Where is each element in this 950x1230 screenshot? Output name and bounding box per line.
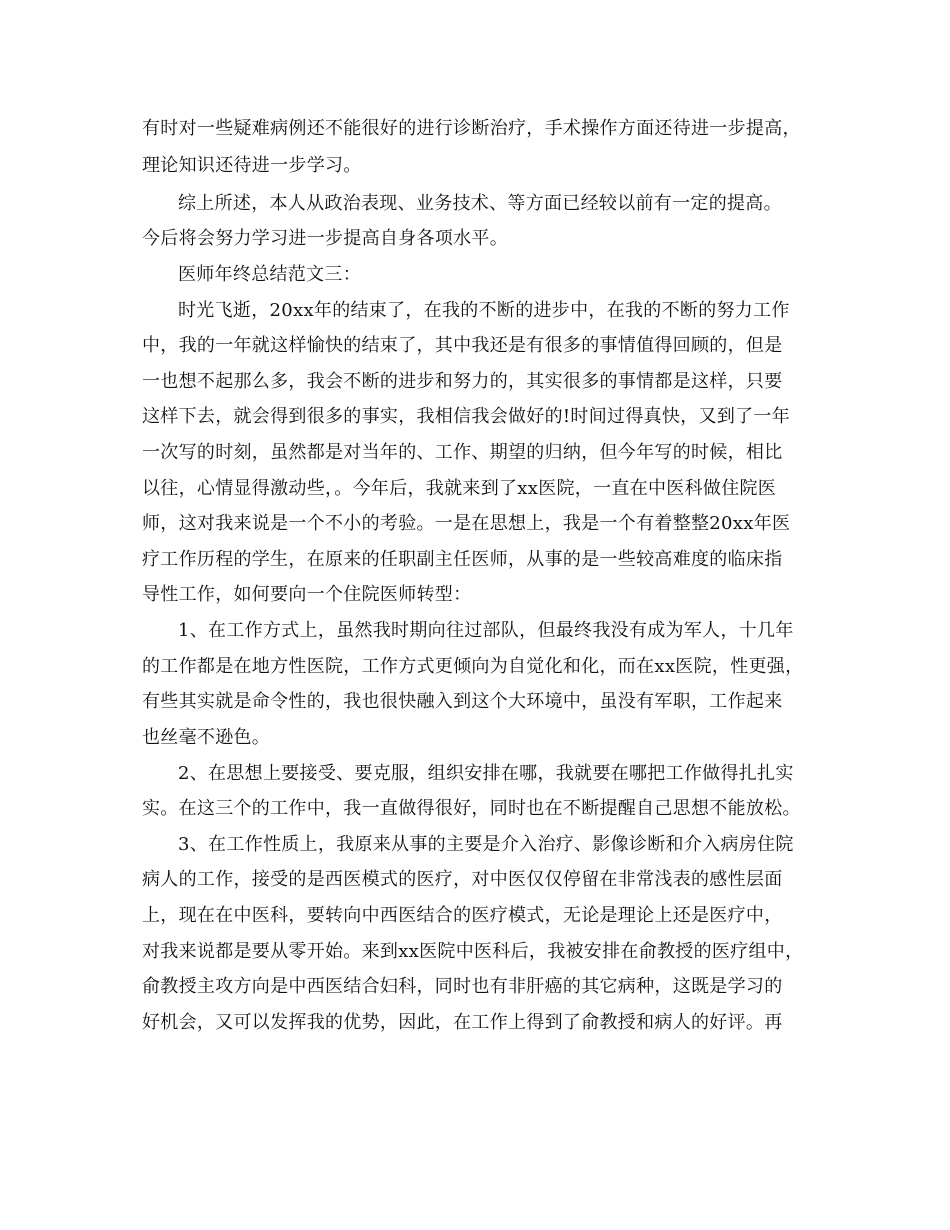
paragraph-line: 理论知识还待进一步学习。 — [142, 155, 362, 176]
paragraph-line: 也丝毫不逊色。 — [142, 727, 271, 748]
section-heading: 医师年终总结范文三： — [178, 264, 361, 285]
paragraph-line: 今后将会努力学习进一步提高自身各项水平。 — [142, 228, 508, 249]
paragraph-line: 一次写的时刻，虽然都是对当年的、工作、期望的归纳，但今年写的时候，相比 — [142, 442, 783, 463]
paragraph-line: 好机会，又可以发挥我的优势，因此，在工作上得到了俞教授和病人的好评。再 — [142, 1012, 783, 1033]
paragraph-line: 一也想不起那么多，我会不断的进步和努力的，其实很多的事情都是这样，只要 — [142, 371, 783, 392]
paragraph-line: 病人的工作，接受的是西医模式的医疗，对中医仅仅停留在非常浅表的感性层面 — [142, 869, 783, 890]
paragraph-line: 综上所述，本人从政治表现、业务技术、等方面已经较以前有一定的提高。 — [178, 193, 782, 214]
paragraph-line: 这样下去，就会得到很多的事实，我相信我会做好的!时间过得真快，又到了一年 — [142, 406, 791, 427]
paragraph-line: 以往，心情显得激动些，。今年后，我就来到了xx医院，一直在中医科做住院医 — [142, 478, 777, 499]
paragraph-line: 对我来说都是要从零开始。来到xx医院中医科后，我被安排在俞教授的医疗组中， — [142, 941, 804, 962]
paragraph-line: 1、在工作方式上，虽然我时期向往过部队，但最终我没有成为军人，十几年 — [178, 620, 794, 641]
paragraph-line: 有些其实就是命令性的，我也很快融入到这个大环境中，虽没有军职，工作起来 — [142, 691, 783, 712]
paragraph-line: 师，这对我来说是一个不小的考验。一是在思想上，我是一个有着整整20xx年医 — [142, 513, 791, 534]
paragraph-line: 3、在工作性质上，我原来从事的主要是介入治疗、影像诊断和介入病房住院 — [178, 834, 794, 855]
paragraph-line: 俞教授主攻方向是中西医结合妇科，同时也有非肝癌的其它病种，这既是学习的 — [142, 976, 783, 997]
paragraph-line: 时光飞逝，20xx年的结束了，在我的不断的进步中，在我的不断的努力工作 — [178, 300, 790, 321]
paragraph-line: 疗工作历程的学生，在原来的任职副主任医师，从事的是一些较高难度的临床指 — [142, 549, 783, 570]
paragraph-line: 上，现在在中医科，要转向中西医结合的医疗模式，无论是理论上还是医疗中， — [142, 905, 783, 926]
paragraph-line: 中，我的一年就这样愉快的结束了，其中我还是有很多的事情值得回顾的，但是 — [142, 335, 783, 356]
paragraph-line: 实。在这三个的工作中，我一直做得很好，同时也在不断提醒自己思想不能放松。 — [142, 798, 801, 819]
paragraph-line: 有时对一些疑难病例还不能很好的进行诊断治疗，手术操作方面还待进一步提高， — [142, 118, 801, 139]
paragraph-line: 导性工作，如何要向一个住院医师转型： — [142, 584, 472, 605]
paragraph-line: 的工作都是在地方性医院，工作方式更倾向为自觉化和化，而在xx医院，性更强， — [142, 656, 804, 677]
paragraph-line: 2、在思想上要接受、要克服，组织安排在哪，我就要在哪把工作做得扎扎实 — [178, 763, 794, 784]
